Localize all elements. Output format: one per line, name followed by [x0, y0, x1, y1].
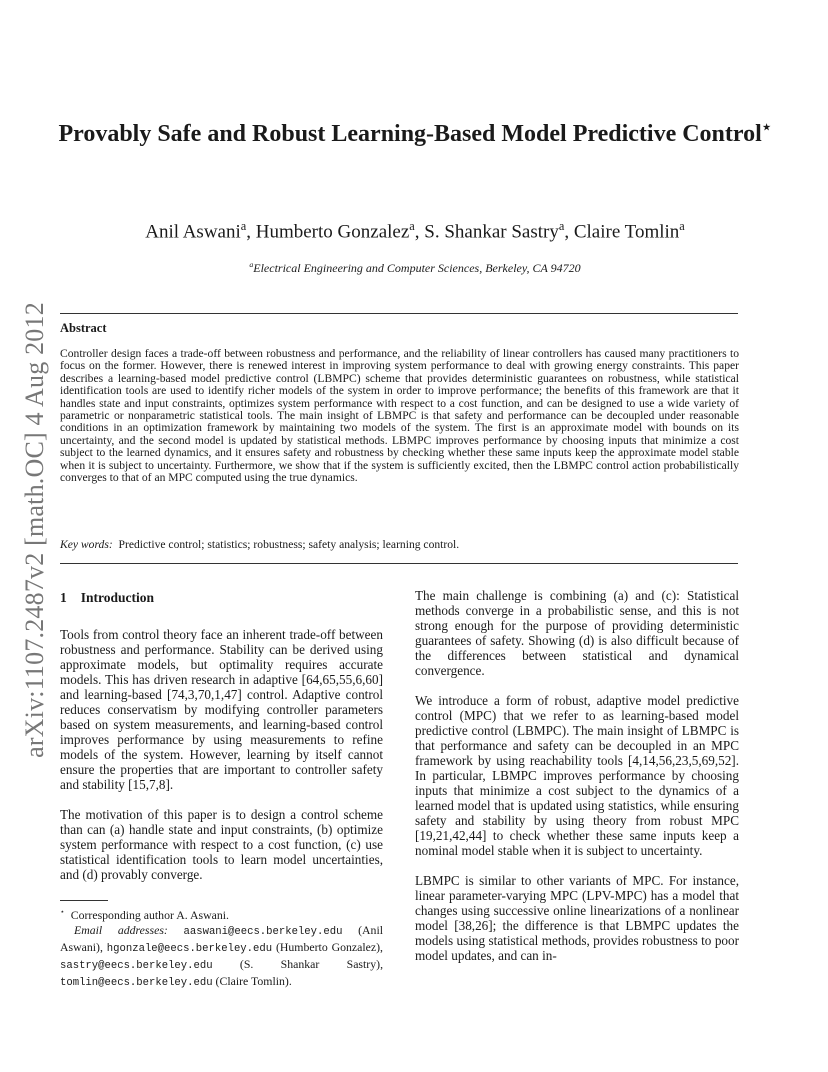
author-list: Anil Aswani$^a$, Humberto Gonzalez$^a$, S. Shankar Sastry$^a$, Claire Tomlin$^a$: [145, 219, 685, 243]
paragraph: The motivation of this paper is to design a control scheme than can (a) handle state and input constraints, (b) optimize system performance with respect to a cost function, (c) use statistical identification tools to learn model uncertainties, and (d) provably converge.: [60, 807, 383, 882]
affiliation-mark: a: [249, 260, 254, 269]
paper-title-text: Provably Safe and Robust Learning-Based Model Predictive Control: [58, 121, 762, 147]
section-number: 1: [60, 590, 67, 605]
footnote-corresponding: [60, 904, 383, 923]
footnote-emails: Email addresses: aaswani@eecs.berkeley.edu (Anil Aswani), hgonzale@eecs.berkeley.edu (Humberto Gonzalez), sastry@eecs.berkeley.edu (S. Shankar Sastry), tomlin@eecs.berkeley.edu (Claire Tomlin).: [60, 922, 384, 989]
email-link[interactable]: aaswani@eecs.berkeley.edu: [183, 925, 343, 938]
keywords-label: Key words:: [60, 538, 113, 551]
email-owner: (Humberto Gonzalez): [275, 939, 381, 954]
author-name: Claire Tomlin: [573, 221, 680, 243]
title-footnote-mark: ⋆: [761, 119, 772, 136]
abstract-text: Controller design faces a trade-off between robustness and performance, and the reliability of linear controllers has caused many practitioners to focus on the former. However, there is renewed interest in improving system performance to deal with growing energy constraints. This paper describes a learning-based model predictive control (LBMPC) scheme that provides deterministic guarantees on robustness, while statistical identification tools are used to identify richer models of the system in order to improve performance; the benefits of this framework are that it handles state and input constraints, optimizes system performance with respect to a cost function, and can be designed to use a wide variety of parametric or nonparametric statistical tools. The main insight of LBMPC is that safety and performance can be decoupled under reasonable conditions in an optimization framework by maintaining two models of the system. The first is an approximate model with bounds on its uncertainty, and the second model is updated by statistical methods. LBMPC improves performance by choosing inputs that minimize a cost subject to the learned dynamics, and it ensures safety and robustness by checking whether these same inputs keep the approximate model stable when it is subject to uncertainty. Furthermore, we show that if the system is sufficiently excited, then the LBMPC control action probabilistically converges to that of an MPC computed using the true dynamics.: [60, 347, 739, 485]
corresponding-author: Corresponding author A. Aswani.: [70, 907, 229, 922]
section-heading: [60, 590, 154, 606]
paragraph: Tools from control theory face an inherent trade-off between robustness and performance. Stability can be derived using approximate models, but optimality requires accurate models. This has driven research in adaptive [64,65,55,6,60] and learning-based [74,3,70,1,47] control. Adaptive control reduces conservatism by modifying controller parameters based on system measurements, and learning-based control improves performance by using measurements to refine models of the system. However, learning by itself cannot ensure the properties that are important to controller safety and stability [15,7,8].: [60, 627, 383, 792]
author-name: Anil Aswani: [145, 221, 241, 243]
email-label: Email addresses:: [74, 922, 168, 937]
email-link[interactable]: tomlin@eecs.berkeley.edu: [60, 976, 213, 989]
author-affil-mark: a: [240, 219, 247, 233]
footnote-rule: [60, 900, 108, 901]
footnote-mark: ⋆: [60, 907, 65, 916]
email-link[interactable]: hgonzale@eecs.berkeley.edu: [106, 942, 273, 955]
email-owner: (Anil Aswani): [60, 922, 384, 954]
section-title: Introduction: [80, 590, 155, 605]
author-name: S. Shankar Sastry: [424, 221, 559, 243]
affiliation-text: Electrical Engineering and Computer Sciences, Berkeley, CA 94720: [253, 261, 581, 275]
email-owner: (Claire Tomlin).: [215, 973, 292, 988]
footnote: [60, 904, 383, 991]
right-column: [415, 588, 739, 978]
author-affil-mark: a: [409, 219, 415, 233]
paragraph: LBMPC is similar to other variants of MPC. For instance, linear parameter-varying MPC (LPV-MPC) has a model that changes using successive online linearizations of a nonlinear model [38,26]; the difference is that LBMPC updates the models using statistical methods, provides robustness to poor model updates, and can in-: [415, 873, 739, 963]
abstract-bottom-rule: [60, 563, 738, 564]
author-affil-mark: a: [679, 219, 685, 233]
paragraph: We introduce a form of robust, adaptive model predictive control (MPC) that we refer to as learning-based model predictive control (LBMPC). The main insight of LBMPC is that performance and safety can be decoupled in an MPC framework by using reachability tools [4,14,56,23,5,69,52]. In particular, LBMPC improves performance by choosing inputs that minimize a cost subject to the dynamics of a learned model that is updated using statistics, while ensuring safety and stability by using theory from robust MPC [19,21,42,44] to check whether these same inputs keep a nominal model stable when it is subject to uncertainty.: [415, 693, 739, 858]
author-affil-mark: a: [558, 219, 565, 233]
arxiv-identifier: arXiv:1107.2487v2 [math.OC] 4 Aug 2012: [20, 302, 49, 758]
abstract-top-rule: [60, 313, 738, 314]
paragraph: The main challenge is combining (a) and (c): Statistical methods converge in a probabilistic sense, and this is not strong enough for the purpose of providing deterministic guarantees of safety. Showing (d) is also difficult because of the differences between statistical and dynamical convergence.: [415, 588, 739, 678]
author-name: Humberto Gonzalez: [255, 221, 410, 243]
email-owner: (S. Shankar Sastry): [239, 956, 381, 971]
left-column: [60, 627, 383, 897]
affiliation: [40, 260, 790, 276]
keywords-text: Predictive control; statistics; robustness; safety analysis; learning control.: [118, 538, 460, 551]
paper-title: [40, 112, 790, 150]
email-link[interactable]: sastry@eecs.berkeley.edu: [60, 959, 213, 972]
abstract-heading: Abstract: [60, 321, 107, 335]
keywords: [60, 538, 739, 551]
